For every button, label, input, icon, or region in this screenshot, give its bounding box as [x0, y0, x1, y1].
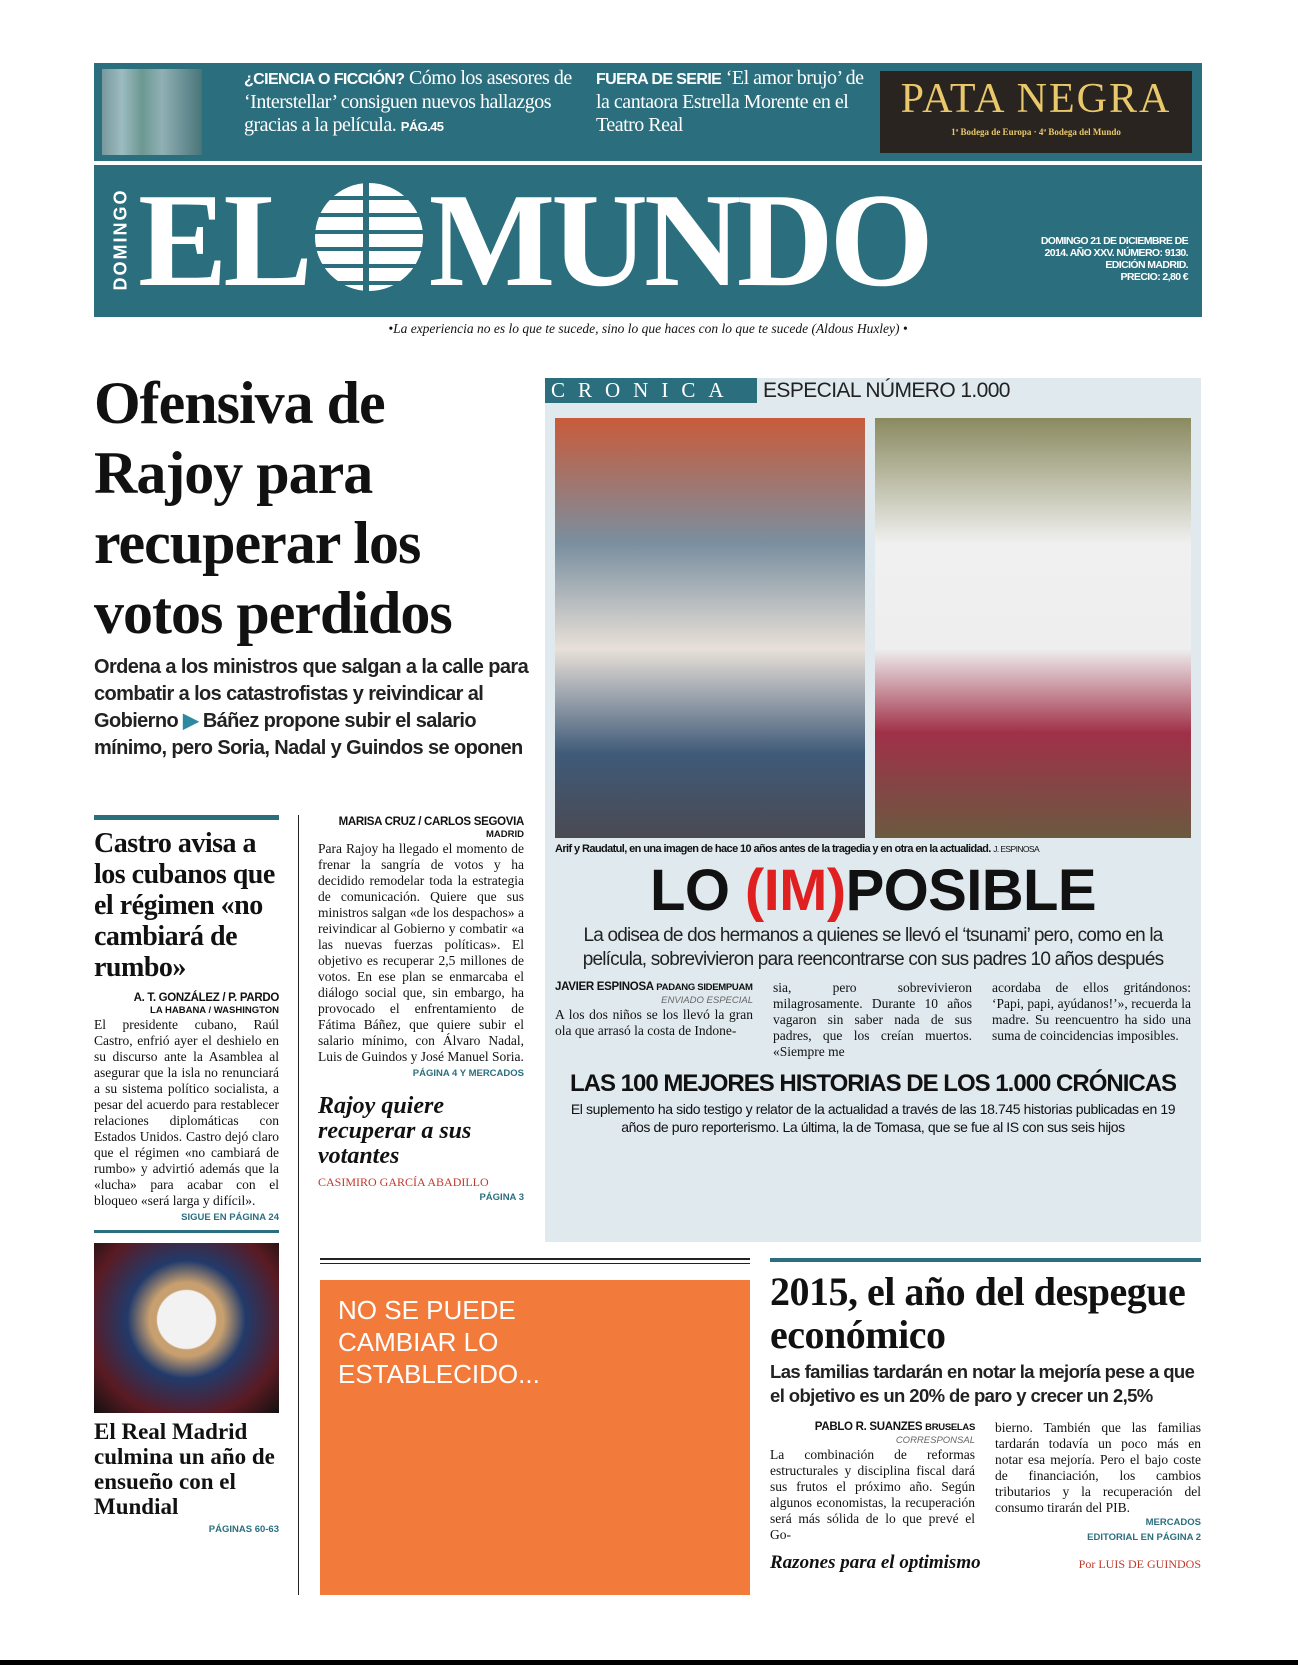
ad-brand-logo: PATA NEGRA: [900, 76, 1172, 122]
page-ref-link[interactable]: PÁGINA 4 Y MERCADOS: [412, 1068, 524, 1079]
cronica-story: [555, 842, 1191, 1136]
deck-part: Báñez propone subir el salario mínimo, pero Soria, Nadal y Guindos se oponen: [94, 710, 523, 759]
article-body: A los dos niños se los llevó la gran ola que arrasó la costa de Indone-: [555, 1007, 753, 1038]
page-ref-link[interactable]: PÁGINA 3: [479, 1192, 524, 1203]
cronica-section: CRONICA: [545, 378, 757, 403]
cronica-label: ESPECIAL NÚMERO 1.000: [763, 379, 1010, 402]
economy-article: [770, 1258, 1201, 1574]
masthead-title: [138, 165, 930, 315]
kicker: ¿CIENCIA O FICCIÓN?: [244, 71, 405, 88]
caption-text: Arif y Raudatul, en una imagen de hace 10 años antes de la tragedia y en otra en la actualidad.: [555, 843, 991, 855]
teaser-text: ‘El amor brujo’ de la cantaora Estrella Morente en el Teatro Real: [596, 67, 864, 136]
banner-item-amor-brujo[interactable]: [596, 67, 872, 137]
kicker: FUERA DE SERIE: [596, 71, 722, 88]
cronica-headline[interactable]: [555, 860, 1191, 922]
role: CORRESPONSAL: [895, 1435, 975, 1446]
byline: A. T. GONZÁLEZ / P. PARDO: [133, 992, 279, 1004]
left-column: [94, 815, 279, 1536]
cronica-columns: [555, 980, 1191, 1060]
page-ref-link[interactable]: EDITORIAL EN PÁGINA 2: [1087, 1532, 1201, 1543]
cronica-col1: [555, 980, 753, 1060]
madrid-headline[interactable]: El Real Madrid culmina un año de ensueño con el Mundial: [94, 1419, 275, 1519]
page-ref-link[interactable]: SIGUE EN PÁGINA 24: [181, 1212, 279, 1223]
photo-children-past: [555, 418, 865, 838]
globe-logo-icon: [315, 183, 423, 291]
double-rule: [320, 1258, 750, 1264]
opinion-author: Por LUIS DE GUINDOS: [1078, 1557, 1201, 1571]
cronica-subtext: El suplemento ha sido testigo y relator de la actualidad a través de las 18.745 historias publicadas en 19 años de puro reporterismo. La última, la de Tomasa, que se fue al IS con sus seis hijos: [570, 1101, 1176, 1135]
issue-info: [1018, 235, 1188, 283]
opinion-title: Rajoy quiere recuperar a sus votantes: [318, 1093, 472, 1169]
page-ref: PÁG.45: [400, 119, 444, 134]
article-body: Para Rajoy ha llegado el momento de frenar la sangría de votos y ha decidido remodelar toda la estrategia de comunicación. Quiere que sus ministros salgan «de los despachos» a reivindicar al Gobierno y combatir «a las nuevas fuerzas políticas». El objetivo es recuperar 2,5 millones de votos. En ese plan se enmarcaba el diálogo social que, sin embargo, ha provocado el enfrentamiento de Fátima Báñez, que quiere subir el salario mínimo, con Álvaro Nadal, Luis de Guindos y José Manuel Soria.: [318, 841, 524, 1064]
section-rule: [770, 1258, 1201, 1262]
author: PABLO R. SUANZES: [814, 1421, 923, 1433]
middle-column: [318, 815, 524, 1204]
dateline: PADANG SIDEMPUAM: [656, 982, 753, 993]
banner-item-interstellar[interactable]: [244, 67, 584, 138]
opinion-rajoy[interactable]: [318, 1094, 524, 1204]
masthead-quote: •La experiencia no es lo que te sucede, sino lo que haces con lo que te sucede (Aldous Huxley) •: [388, 321, 908, 336]
author: JAVIER ESPINOSA: [555, 981, 654, 993]
title-mundo: MUNDO: [428, 166, 930, 314]
cronica-deck: La odisea de dos hermanos a quienes se llevó el ‘tsunami’ pero, como en la película, sobrevivieron para reencontrarse con sus padres 10 años después: [582, 925, 1164, 970]
masthead-day: DOMINGO: [110, 188, 131, 291]
masthead: [94, 165, 1202, 317]
lead-headline[interactable]: Ofensiva de Rajoy para recuperar los votos perdidos: [94, 370, 452, 646]
economy-col2: [995, 1420, 1201, 1544]
dateline: LA HABANA / WASHINGTON: [150, 1005, 279, 1016]
price: PRECIO: 2,80 €: [1120, 271, 1188, 283]
byline: MARISA CRUZ / CARLOS SEGOVIA: [338, 816, 524, 828]
page-bottom-border: [0, 1660, 1298, 1665]
opinion-title: Razones para el optimismo: [770, 1552, 981, 1573]
lead-top: [94, 368, 534, 762]
article-body: La combinación de reformas estructurales y disciplina fiscal dará sus frutos el próximo año. Según algunos economistas, la recuperación será más sólida de lo que prevé el Go-: [770, 1447, 975, 1542]
byline: [770, 1420, 975, 1435]
photo-caption: [555, 842, 1191, 856]
opinion-economy[interactable]: [770, 1552, 1201, 1574]
title-part: LO: [650, 858, 745, 923]
issue-date: DOMINGO 21 DE DICIEMBRE DE 2014. AÑO XXV. NÚMERO: 9130.: [1040, 235, 1188, 259]
triangle-bullet-icon: ▶: [183, 710, 198, 732]
dateline: BRUSELAS: [925, 1422, 975, 1433]
article-body: El presidente cubano, Raúl Castro, enfrió ayer el deshielo en su discurso ante la Asamblea al asegurar que la isla no renunciará a su sistema político socialista, a pesar del acuerdo para restablecer relaciones diplomáticas con Estados Unidos. Castro dejó claro que el régimen «no cambiará de rumbo» y advirtió además que la «lucha» para acabar con el bloqueo «será larga y difícil».: [94, 1017, 279, 1208]
lead-article: [318, 815, 524, 1080]
title-part: POSIBLE: [845, 858, 1096, 923]
photo-children-present: [875, 418, 1191, 838]
lead-deck: [94, 654, 534, 762]
economy-headline[interactable]: 2015, el año del despegue económico: [770, 1269, 1186, 1357]
edition: EDICIÓN MADRID.: [1105, 259, 1188, 271]
economy-deck: Las familias tardarán en notar la mejoría pese a que el objetivo es un 20% de paro y crecer un 2,5%: [770, 1361, 1195, 1406]
title-el: EL: [138, 166, 309, 314]
cronica-col3: acordaba de ellos gritándonos: ‘Papi, papi, ayúdanos!’», recuerda la madre. Su reencuentro ha sido una suma de coincidencias imposibles.: [992, 980, 1191, 1043]
castro-article: [94, 815, 279, 1233]
deck-part: Ordena a los ministros que salgan a la calle para combatir a los catastrofistas y reivindicar al Gobierno: [94, 656, 529, 732]
astronauts-image: [102, 69, 202, 155]
ad-orange-box[interactable]: [320, 1280, 750, 1595]
dateline: MADRID: [486, 829, 524, 840]
ad-tagline: 1ª Bodega de Europa · 4ª Bodega del Mundo: [951, 127, 1121, 137]
ad-pata-negra[interactable]: [880, 71, 1192, 153]
top-banner: [94, 63, 1202, 161]
role: ENVIADO ESPECIAL: [661, 995, 753, 1006]
section-rule: [94, 815, 279, 820]
section-rule: [94, 1230, 279, 1233]
byline: [555, 980, 753, 995]
economy-columns: [770, 1420, 1201, 1544]
page-ref-link[interactable]: PÁGINAS 60-63: [208, 1524, 279, 1535]
cronica-subheadline[interactable]: LAS 100 MEJORES HISTORIAS DE LOS 1.000 CRÓNICAS: [569, 1070, 1177, 1097]
photo-credit: J. ESPINOSA: [993, 844, 1040, 854]
ad-text: NO SE PUEDE CAMBIAR LO ESTABLECIDO...: [338, 1295, 540, 1389]
opinion-author: CASIMIRO GARCÍA ABADILLO: [318, 1175, 489, 1189]
article-body: bierno. También que las familias tardarán todavía un poco más en notar esa mejoría. Pero el bajo coste de financiación, los cambios tributarios y la recuperación del consumo tirarán del PIB.: [995, 1420, 1201, 1515]
castro-headline[interactable]: Castro avisa a los cubanos que el régimen «no cambiará de rumbo»: [94, 828, 275, 983]
column-divider: [298, 815, 299, 1595]
title-part-red: (IM): [744, 858, 846, 923]
teaser-text: Cómo los asesores de ‘Interstellar’ consiguen nuevos hallazgos gracias a la película.: [244, 67, 572, 136]
photo-ramos: [94, 1243, 279, 1413]
cronica-col2: sia, pero sobrevivieron milagrosamente. Durante 10 años vagaron sin saber nada de sus padres, que los creían muertos. «Siempre me: [773, 980, 972, 1059]
economy-col1: [770, 1420, 975, 1544]
cronica-box: [545, 378, 1201, 1242]
page-ref-link[interactable]: MERCADOS: [1145, 1517, 1201, 1528]
